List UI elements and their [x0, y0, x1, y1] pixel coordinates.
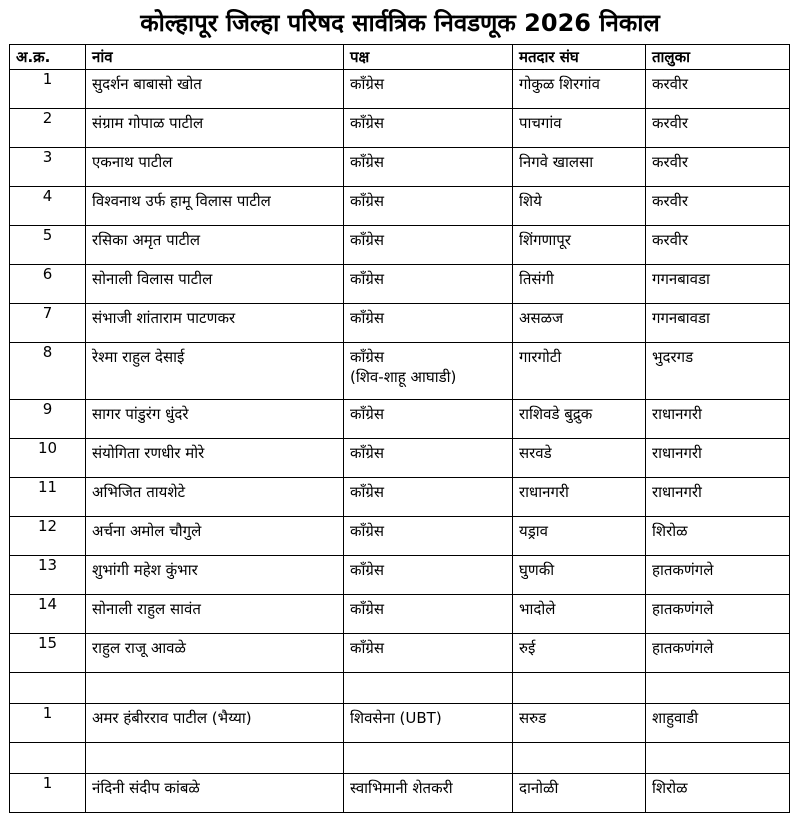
- name-cell: रसिका अमृत पाटील: [86, 226, 344, 265]
- constituency-cell: यड्राव: [513, 517, 646, 556]
- constituency-cell: गोकुळ शिरगांव: [513, 70, 646, 109]
- header-serial-no: अ.क्र.: [10, 45, 86, 70]
- taluka-cell: राधानगरी: [646, 478, 790, 517]
- name-cell: संग्राम गोपाळ पाटील: [86, 109, 344, 148]
- taluka-cell: शाहुवाडी: [646, 704, 790, 743]
- spacer-row: [10, 673, 790, 704]
- party-label: काँग्रेस: [350, 561, 385, 579]
- name-cell: रेश्मा राहुल देसाई: [86, 343, 344, 400]
- party-alliance-label: (शिव-शाहू आघाडी): [350, 368, 457, 386]
- name-cell: सुदर्शन बाबासो खोत: [86, 70, 344, 109]
- party-label: काँग्रेस: [350, 153, 385, 171]
- name-cell: सोनाली विलास पाटील: [86, 265, 344, 304]
- results-table: [9, 44, 790, 813]
- header-name: नांव: [86, 45, 344, 70]
- table-row: [10, 187, 790, 226]
- party-label: काँग्रेस: [350, 270, 385, 288]
- party-cell: [344, 70, 513, 109]
- party-label: काँग्रेस: [350, 348, 385, 366]
- party-label: शिवसेना (UBT): [350, 709, 442, 727]
- section-spacer: [10, 743, 790, 774]
- serial-no-cell: 8: [10, 343, 86, 400]
- taluka-cell: राधानगरी: [646, 439, 790, 478]
- constituency-cell: रुई: [513, 634, 646, 673]
- table-row: [10, 265, 790, 304]
- taluka-cell: करवीर: [646, 109, 790, 148]
- table-row: [10, 400, 790, 439]
- party-cell: [344, 109, 513, 148]
- party-cell: [344, 556, 513, 595]
- table-row: [10, 595, 790, 634]
- serial-no-cell: 5: [10, 226, 86, 265]
- party-cell: [344, 595, 513, 634]
- header-taluka: तालुका: [646, 45, 790, 70]
- constituency-cell: सरुड: [513, 704, 646, 743]
- constituency-cell: राधानगरी: [513, 478, 646, 517]
- serial-no-cell: 1: [10, 704, 86, 743]
- table-row: [10, 556, 790, 595]
- table-row: [10, 70, 790, 109]
- name-cell: संयोगिता रणधीर मोरे: [86, 439, 344, 478]
- taluka-cell: शिरोळ: [646, 774, 790, 813]
- table-row: [10, 478, 790, 517]
- taluka-cell: करवीर: [646, 148, 790, 187]
- name-cell: अभिजित तायशेटे: [86, 478, 344, 517]
- table-row: [10, 439, 790, 478]
- name-cell: नंदिनी संदीप कांबळे: [86, 774, 344, 813]
- constituency-cell: सरवडे: [513, 439, 646, 478]
- serial-no-cell: 7: [10, 304, 86, 343]
- name-cell: राहुल राजू आवळे: [86, 634, 344, 673]
- table-row: [10, 634, 790, 673]
- serial-no-cell: 10: [10, 439, 86, 478]
- party-cell: [344, 304, 513, 343]
- constituency-cell: भादोले: [513, 595, 646, 634]
- party-label: स्वाभिमानी शेतकरी: [350, 779, 453, 797]
- party-cell: [344, 439, 513, 478]
- party-label: काँग्रेस: [350, 639, 385, 657]
- taluka-cell: करवीर: [646, 226, 790, 265]
- table-row: [10, 343, 790, 400]
- party-cell: [344, 517, 513, 556]
- party-cell: [344, 704, 513, 743]
- table-row: [10, 109, 790, 148]
- name-cell: अर्चना अमोल चौगुले: [86, 517, 344, 556]
- table-row: [10, 704, 790, 743]
- serial-no-cell: 9: [10, 400, 86, 439]
- constituency-cell: राशिवडे बुद्रुक: [513, 400, 646, 439]
- serial-no-cell: 4: [10, 187, 86, 226]
- constituency-cell: घुणकी: [513, 556, 646, 595]
- taluka-cell: शिरोळ: [646, 517, 790, 556]
- taluka-cell: राधानगरी: [646, 400, 790, 439]
- taluka-cell: हातकणंगले: [646, 595, 790, 634]
- party-cell: [344, 774, 513, 813]
- header-party: पक्ष: [344, 45, 513, 70]
- table-row: [10, 517, 790, 556]
- party-label: काँग्रेस: [350, 192, 385, 210]
- taluka-cell: गगनबावडा: [646, 265, 790, 304]
- table-row: [10, 774, 790, 813]
- shivsena-section: [10, 704, 790, 743]
- name-cell: सागर पांडुरंग धुंदरे: [86, 400, 344, 439]
- party-label: काँग्रेस: [350, 600, 385, 618]
- serial-no-cell: 13: [10, 556, 86, 595]
- party-label: काँग्रेस: [350, 405, 385, 423]
- party-label: काँग्रेस: [350, 444, 385, 462]
- serial-no-cell: 15: [10, 634, 86, 673]
- name-cell: सोनाली राहुल सावंत: [86, 595, 344, 634]
- table-row: [10, 226, 790, 265]
- serial-no-cell: 2: [10, 109, 86, 148]
- table-header-row: [10, 45, 790, 70]
- header-constituency: मतदार संघ: [513, 45, 646, 70]
- constituency-cell: निगवे खालसा: [513, 148, 646, 187]
- constituency-cell: तिसंगी: [513, 265, 646, 304]
- party-cell: [344, 226, 513, 265]
- party-cell: [344, 343, 513, 400]
- congress-section: [10, 70, 790, 673]
- swabhimani-section: [10, 774, 790, 813]
- name-cell: शुभांगी महेश कुंभार: [86, 556, 344, 595]
- constituency-cell: पाचगांव: [513, 109, 646, 148]
- serial-no-cell: 14: [10, 595, 86, 634]
- party-label: काँग्रेस: [350, 522, 385, 540]
- taluka-cell: करवीर: [646, 70, 790, 109]
- party-label: काँग्रेस: [350, 75, 385, 93]
- party-cell: [344, 634, 513, 673]
- party-cell: [344, 148, 513, 187]
- section-spacer: [10, 673, 790, 704]
- taluka-cell: हातकणंगले: [646, 634, 790, 673]
- party-label: काँग्रेस: [350, 114, 385, 132]
- serial-no-cell: 1: [10, 70, 86, 109]
- constituency-cell: गारगोटी: [513, 343, 646, 400]
- constituency-cell: शिये: [513, 187, 646, 226]
- serial-no-cell: 11: [10, 478, 86, 517]
- table-row: [10, 304, 790, 343]
- name-cell: विश्वनाथ उर्फ हामू विलास पाटील: [86, 187, 344, 226]
- constituency-cell: असळज: [513, 304, 646, 343]
- party-cell: [344, 400, 513, 439]
- party-label: काँग्रेस: [350, 231, 385, 249]
- party-cell: [344, 187, 513, 226]
- serial-no-cell: 1: [10, 774, 86, 813]
- constituency-cell: दानोळी: [513, 774, 646, 813]
- taluka-cell: करवीर: [646, 187, 790, 226]
- serial-no-cell: 12: [10, 517, 86, 556]
- taluka-cell: भुदरगड: [646, 343, 790, 400]
- table-row: [10, 148, 790, 187]
- party-cell: [344, 478, 513, 517]
- name-cell: एकनाथ पाटील: [86, 148, 344, 187]
- taluka-cell: हातकणंगले: [646, 556, 790, 595]
- party-label: काँग्रेस: [350, 483, 385, 501]
- serial-no-cell: 6: [10, 265, 86, 304]
- party-label: काँग्रेस: [350, 309, 385, 327]
- name-cell: संभाजी शांताराम पाटणकर: [86, 304, 344, 343]
- spacer-row: [10, 743, 790, 774]
- taluka-cell: गगनबावडा: [646, 304, 790, 343]
- serial-no-cell: 3: [10, 148, 86, 187]
- name-cell: अमर हंबीरराव पाटील (भैय्या): [86, 704, 344, 743]
- constituency-cell: शिंगणापूर: [513, 226, 646, 265]
- party-cell: [344, 265, 513, 304]
- page-title: कोल्हापूर जिल्हा परिषद सार्वत्रिक निवडणूक 2026 निकाल: [140, 9, 660, 37]
